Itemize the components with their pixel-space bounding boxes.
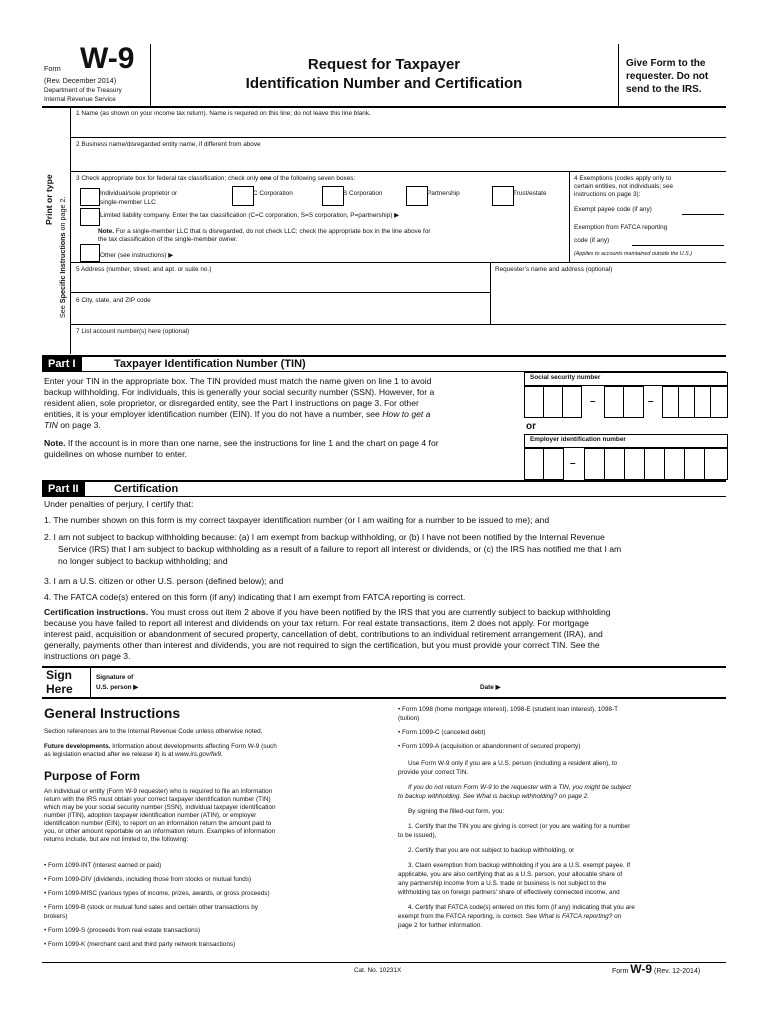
here-label: Here: [46, 682, 73, 696]
part1-note-2: guidelines on whose number to enter.: [44, 449, 187, 459]
purpose-text: [44, 788, 379, 844]
pf-2: return with the IRS must obtain your correct taxpayer identification number (TIN): [44, 796, 271, 803]
trust-estate-label: Trust/estate: [513, 190, 547, 197]
exempt-payee-label: Exempt payee code (if any): [574, 206, 652, 213]
line1-label: 1 Name (as shown on your income tax return). Name is required on this line; do not leave this line blank.: [76, 110, 371, 117]
llc-note-2: the tax classification of the single-member owner.: [98, 236, 238, 243]
bullet-1098-1: • Form 1098 (home mortgage interest), 1098-E (student loan interest), 1098-T: [398, 706, 618, 713]
pf-5: identification number (EIN), to report on an information return the amount paid to: [44, 820, 272, 827]
ci-2: because you have failed to report all interest and dividends on your tax return. For real estate transactions, item 2 does not apply. For mortgage: [44, 618, 589, 628]
part1-label: Part I: [42, 357, 82, 371]
signature-field[interactable]: [164, 670, 474, 694]
give-form-line2: requester. Do not: [626, 71, 709, 82]
signature-label-2: U.S. person ▶: [96, 684, 139, 691]
city-state-zip-field[interactable]: [92, 307, 488, 321]
gi-text: Section references are to the Internal Revenue Code unless otherwise noted.: [44, 728, 263, 735]
s-corporation-label: S Corporation: [343, 190, 383, 197]
ci-4: generally, payments other than interest and dividends, you are not required to sign the certification, but you must provide your correct TIN. See the: [44, 640, 600, 650]
llc-note-bold: Note.: [98, 228, 114, 235]
part1-p4a: entities, it is your employer identification number (EIN). If you do not have a number, see: [44, 409, 383, 419]
account-numbers-field[interactable]: [92, 338, 722, 352]
ci-1: You must cross out item 2 above if you have been notified by the IRS that you are currently subject to backup withholding: [148, 607, 611, 617]
line7-label: 7 List account number(s) here (optional): [76, 328, 190, 335]
trust-estate-checkbox[interactable]: [492, 186, 514, 206]
part1-p1: Enter your TIN in the appropriate box. The TIN provided must match the name given on line 1 to avoid: [44, 376, 432, 386]
partnership-checkbox[interactable]: [406, 186, 428, 206]
pf-6: you, or other amount reportable on an information return. Examples of information: [44, 828, 276, 835]
cert-item2-line2: Service (IRS) that I am subject to backup withholding as a result of a failure to report all interest or dividends, or (c) the IRS has notified me that I am: [58, 544, 622, 554]
fd-url-link[interactable]: www.irs.gov/fw9.: [175, 751, 223, 758]
agency: Internal Revenue Service: [44, 96, 116, 103]
ssn-label: Social security number: [530, 374, 601, 381]
print-or-type-text: Print or type: [44, 174, 54, 225]
part1-p2: backup withholding. For individuals, this is generally your social security number (SSN). However, for a: [44, 387, 435, 397]
part1-note-1: If the account is in more than one name, see the instructions for line 1 and the chart on page 4 for: [65, 438, 439, 448]
bullet-1099-misc: • Form 1099-MISC (various types of income, prizes, awards, or gross proceeds): [44, 890, 270, 897]
r10-2b: on: [612, 913, 622, 920]
c-corporation-checkbox[interactable]: [232, 186, 254, 206]
part2-intro: Under penalties of perjury, I certify that:: [44, 499, 194, 509]
llc-note-1: For a single-member LLC that is disregarded, do not check LLC; check the appropriate box in the line above for: [113, 228, 431, 235]
line5-label: 5 Address (number, street, and apt. or suite no.): [76, 266, 212, 273]
ssn-dash-2: –: [648, 396, 654, 407]
ci-3: interest paid, acquisition or abandonment of secured property, cancellation of debt, contributions to an individual retirement arrangement (IRA), and: [44, 629, 603, 639]
signature-label-1: Signature of: [96, 674, 134, 681]
partnership-label: Partnership: [427, 190, 460, 197]
r10-2a: exempt from the FATCA reporting, is correct. See: [398, 913, 539, 920]
form-label: Form: [44, 64, 61, 73]
cert-item4: 4. The FATCA code(s) entered on this form (if any) indicating that I am exempt from FATCA reporting is correct.: [44, 592, 466, 602]
pf-4: number (ITIN), adoption taxpayer identification number (ATIN), or employer: [44, 812, 257, 819]
bullet-1099-s: • Form 1099-S (proceeds from real estate transactions): [44, 927, 201, 934]
line3-bold: one: [260, 175, 272, 182]
give-form-line1: Give Form to the: [626, 58, 706, 69]
form-number: W-9: [80, 42, 135, 75]
see-prefix: See: [58, 303, 67, 318]
ssn-field-group[interactable]: [604, 386, 644, 418]
return-form-1: If you do not return Form W-9 to the requester with a TIN, you might be subject: [408, 784, 631, 791]
footer-form-id: [612, 962, 700, 979]
name-field[interactable]: [92, 120, 722, 136]
part1-title: Taxpayer Identification Number (TIN): [114, 358, 306, 370]
exemptions-line1: 4 Exemptions (codes apply only to: [574, 175, 672, 182]
return-form-2: to backup withholding. See What is backup withholding? on page 2.: [398, 793, 590, 800]
fd-bold: Future developments.: [44, 743, 111, 750]
ssn-field-serial[interactable]: [662, 386, 728, 418]
form-title-line1: Request for Taxpayer: [307, 56, 461, 73]
certify-2: 2. Certify that you are not subject to backup withholding, or: [408, 847, 575, 854]
exempt-payee-field[interactable]: [682, 214, 724, 215]
cert-instructions: [44, 607, 728, 662]
claim-3-b: applicable, you are also certifying that as a U.S. person, your allocable share of: [398, 871, 623, 878]
future-developments: [44, 743, 374, 759]
see-bold: Specific Instructions: [58, 232, 67, 304]
date-field[interactable]: [512, 670, 724, 694]
by-signing: By signing the filled-out form, you:: [408, 808, 505, 815]
certify-1-a: 1. Certify that the TIN you are giving is correct (or you are waiting for a number: [408, 823, 631, 830]
address-field[interactable]: [92, 276, 488, 290]
bullet-1099-k: • Form 1099-K (merchant card and third party network transactions): [44, 941, 236, 948]
certify-4-c: page 2 for further information.: [398, 922, 483, 929]
part1-p5b: on page 3.: [57, 420, 101, 430]
fd-1: Information about developments affecting Form W-9 (such: [110, 743, 277, 750]
see-suffix: on page 2.: [58, 196, 67, 233]
use-form-2: provide your correct TIN.: [398, 769, 469, 776]
footer-w9: W-9: [630, 962, 653, 976]
purpose-heading: Purpose of Form: [44, 769, 141, 783]
fatca-code-field[interactable]: [632, 245, 724, 246]
bullet-1099-c: • Form 1099-C (canceled debt): [398, 729, 486, 736]
r10-2i: What is FATCA reporting?: [538, 913, 613, 920]
bullet-1099-b-2: brokers): [44, 913, 68, 920]
llc-note: [98, 228, 564, 244]
pf-1: An individual or entity (Form W-9 requester) who is required to file an information: [44, 788, 273, 795]
certify-4-a: 4. Certify that FATCA code(s) entered on this form (if any) indicating that you are: [408, 904, 635, 911]
other-label: Other (see instructions) ▶: [100, 252, 174, 259]
bullet-1099-int: • Form 1099-INT (interest earned or paid): [44, 862, 162, 869]
claim-3-c: any partnership income from a U.S. trade or business is not subject to the: [398, 880, 607, 887]
fatca-label-1: Exemption from FATCA reporting: [574, 224, 668, 231]
fd-2: as legislation enacted after we release it) is at: [44, 751, 176, 758]
individual-label-2: single-member LLC: [100, 199, 156, 206]
part1-instructions: [44, 376, 516, 431]
ci-bold: Certification instructions.: [44, 607, 149, 617]
fatca-note: (Applies to accounts maintained outside the U.S.): [574, 251, 693, 257]
or-separator: or: [526, 421, 536, 432]
line3-b: of the following seven boxes:: [271, 175, 356, 182]
bullet-1099-b-1: • Form 1099-B (stock or mutual fund sales and certain other transactions by: [44, 904, 258, 911]
claim-3-d: withholding tax on foreign partners' share of effectively connected income, and: [398, 889, 620, 896]
cert-item3: 3. I am a U.S. citizen or other U.S. person (defined below); and: [44, 576, 284, 586]
part1-p5i: TIN: [44, 420, 58, 430]
date-label: Date ▶: [480, 684, 501, 691]
footer-rev: (Rev. 12-2014): [652, 968, 701, 975]
ein-dash: –: [570, 458, 576, 469]
line2-label: 2 Business name/disregarded entity name, if different from above: [76, 141, 261, 148]
claim-3-a: 3. Claim exemption from backup withholding if you are a U.S. exempt payee. If: [408, 862, 631, 869]
bullet-1098-2: (tuition): [398, 715, 420, 722]
ssn-field-area[interactable]: [524, 386, 582, 418]
line6-label: 6 City, state, and ZIP code: [76, 297, 151, 304]
business-name-field[interactable]: [92, 151, 722, 169]
part1-note-bold: Note.: [44, 438, 66, 448]
requester-label: Requester’s name and address (optional): [495, 266, 613, 273]
pf-3: which may be your social security number (SSN), individual taxpayer identification: [44, 804, 276, 811]
fatca-label-2: code (if any): [574, 237, 610, 244]
certify-4-b: [398, 913, 621, 921]
part2-title: Certification: [114, 483, 179, 495]
individual-label-1: Individual/sole proprietor or: [100, 190, 178, 197]
give-form-line3: send to the IRS.: [626, 84, 702, 95]
part1-p4i: How to get a: [382, 409, 431, 419]
certify-1-b: to be issued),: [398, 832, 437, 839]
part1-note: [44, 438, 516, 460]
ci-5: instructions on page 3.: [44, 651, 131, 661]
llc-checkbox[interactable]: [80, 208, 100, 226]
cert-item2-line1: 2. I am not subject to backup withholding because: (a) I am exempt from backup withholding, or (b) I have not been notified by the Internal Revenue: [44, 532, 605, 542]
line3-label: [76, 175, 355, 183]
other-checkbox[interactable]: [80, 244, 100, 262]
part2-label: Part II: [42, 482, 85, 496]
c-corporation-label: C Corporation: [253, 190, 293, 197]
ssn-dash-1: –: [590, 396, 596, 407]
s-corporation-checkbox[interactable]: [322, 186, 344, 206]
individual-checkbox[interactable]: [80, 188, 100, 206]
exemptions-line2: certain entities, not individuals; see: [574, 183, 674, 190]
bullet-1099-div: • Form 1099-DIV (dividends, including those from stocks or mutual funds): [44, 876, 252, 883]
sidebar-print-or-type: [44, 45, 55, 225]
sign-label: Sign: [46, 668, 72, 682]
bullet-1099-a: • Form 1099-A (acquisition or abandonment of secured property): [398, 743, 581, 750]
ein-field-suffix[interactable]: [584, 448, 728, 480]
llc-label: Limited liability company. Enter the tax classification (C=C corporation, S=S corporation, P=partnership) ▶: [100, 212, 400, 219]
line3-a: 3 Check appropriate box for federal tax classification; check only: [76, 175, 261, 182]
sidebar-see-instructions: [58, 78, 67, 318]
use-form-1: Use Form W-9 only if you are a U.S. person (including a resident alien), to: [408, 760, 618, 767]
form-title-line2: Identification Number and Certification: [245, 75, 523, 92]
catalog-number: Cat. No. 10231X: [354, 967, 402, 974]
cert-item2-line3: no longer subject to backup withholding; and: [58, 556, 228, 566]
pf-7: returns include, but are not limited to, the following:: [44, 836, 189, 843]
general-instructions-heading: General Instructions: [44, 705, 181, 721]
footer-form: Form: [612, 968, 631, 975]
department: Department of the Treasury: [44, 87, 122, 94]
part1-p3: resident alien, sole proprietor, or disregarded entity, see the Part I instructions on page 3. For other: [44, 398, 419, 408]
exemptions-line3: instructions on page 3):: [574, 191, 641, 198]
ein-label: Employer identification number: [530, 436, 626, 443]
cert-item1: 1. The number shown on this form is my correct taxpayer identification number (or I am waiting for a number to be issued to me); and: [44, 515, 550, 525]
ein-field-prefix[interactable]: [524, 448, 564, 480]
revision-date: (Rev. December 2014): [44, 76, 117, 85]
